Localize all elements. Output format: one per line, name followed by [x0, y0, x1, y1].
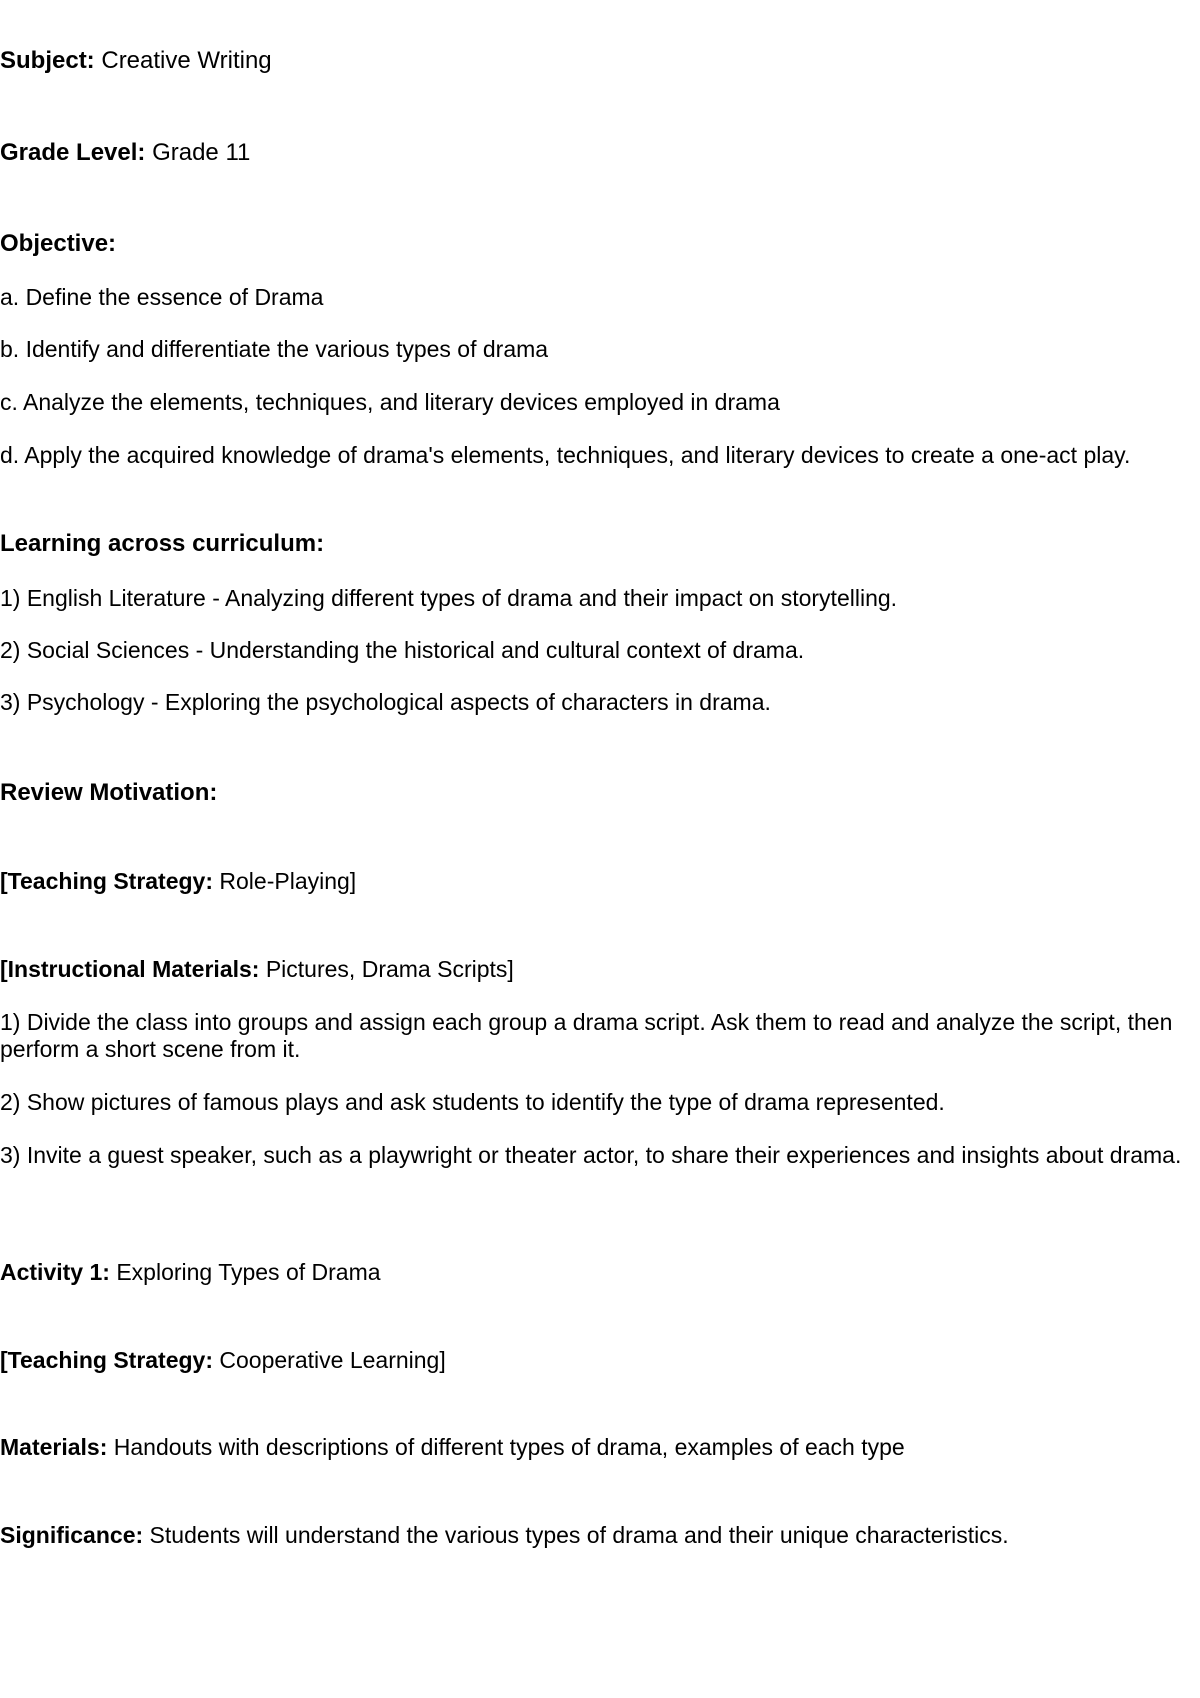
instructional-materials-open: [	[0, 956, 8, 982]
subject-value: Creative Writing	[101, 47, 272, 74]
curriculum-heading: Learning across curriculum:	[0, 530, 325, 557]
activity-significance-line	[0, 1522, 1009, 1549]
review-item-1: 1) Divide the class into groups and assign each group a drama script. Ask them to read and analyze the script, then perform a short scene from it.	[0, 1009, 1173, 1062]
activity-teaching-strategy-open: [	[0, 1347, 8, 1373]
review-teaching-strategy-open: [	[0, 868, 8, 894]
activity-significance-value: Students will understand the various types of drama and their unique characteristics.	[143, 1522, 1009, 1548]
activity-significance-label: Significance:	[0, 1522, 144, 1548]
activity-1-label: Activity 1:	[0, 1259, 110, 1285]
instructional-materials-value: Pictures, Drama Scripts]	[259, 956, 514, 982]
activity-materials-value: Handouts with descriptions of different types of drama, examples of each type	[107, 1434, 905, 1460]
grade-level-label: Grade Level:	[0, 139, 146, 166]
grade-level-line	[0, 139, 250, 166]
activity-teaching-strategy-line	[0, 1347, 446, 1374]
curriculum-item-1: 1) English Literature - Analyzing different types of drama and their impact on storytelling.	[0, 585, 898, 611]
subject-line	[0, 47, 272, 74]
objective-item-a: a. Define the essence of Drama	[0, 284, 324, 310]
activity-materials-label: Materials:	[0, 1434, 108, 1460]
grade-level-value: Grade 11	[152, 139, 251, 166]
review-motivation-heading: Review Motivation:	[0, 779, 218, 806]
review-teaching-strategy-value: Role-Playing]	[213, 868, 357, 894]
review-teaching-strategy-line	[0, 868, 356, 895]
objective-item-c: c. Analyze the elements, techniques, and literary devices employed in drama	[0, 389, 780, 415]
activity-materials-line	[0, 1434, 905, 1461]
activity-1-title-line	[0, 1259, 381, 1286]
instructional-materials-line	[0, 956, 514, 983]
instructional-materials-label: Instructional Materials:	[7, 956, 260, 982]
activity-teaching-strategy-label: Teaching Strategy:	[7, 1347, 214, 1373]
activity-1-title: Exploring Types of Drama	[109, 1259, 381, 1285]
review-item-2: 2) Show pictures of famous plays and ask students to identify the type of drama represented.	[0, 1089, 945, 1115]
objective-item-b: b. Identify and differentiate the various types of drama	[0, 336, 549, 362]
review-teaching-strategy-label: Teaching Strategy:	[7, 868, 214, 894]
objective-item-d: d. Apply the acquired knowledge of drama's elements, techniques, and literary devices to create a one-act play.	[0, 442, 1131, 468]
review-item-3: 3) Invite a guest speaker, such as a playwright or theater actor, to share their experiences and insights about drama.	[0, 1142, 1182, 1168]
subject-label: Subject:	[0, 47, 95, 74]
curriculum-item-3: 3) Psychology - Exploring the psychological aspects of characters in drama.	[0, 689, 771, 715]
objective-heading: Objective:	[0, 230, 117, 257]
curriculum-item-2: 2) Social Sciences - Understanding the historical and cultural context of drama.	[0, 637, 805, 663]
activity-teaching-strategy-value: Cooperative Learning]	[213, 1347, 446, 1373]
